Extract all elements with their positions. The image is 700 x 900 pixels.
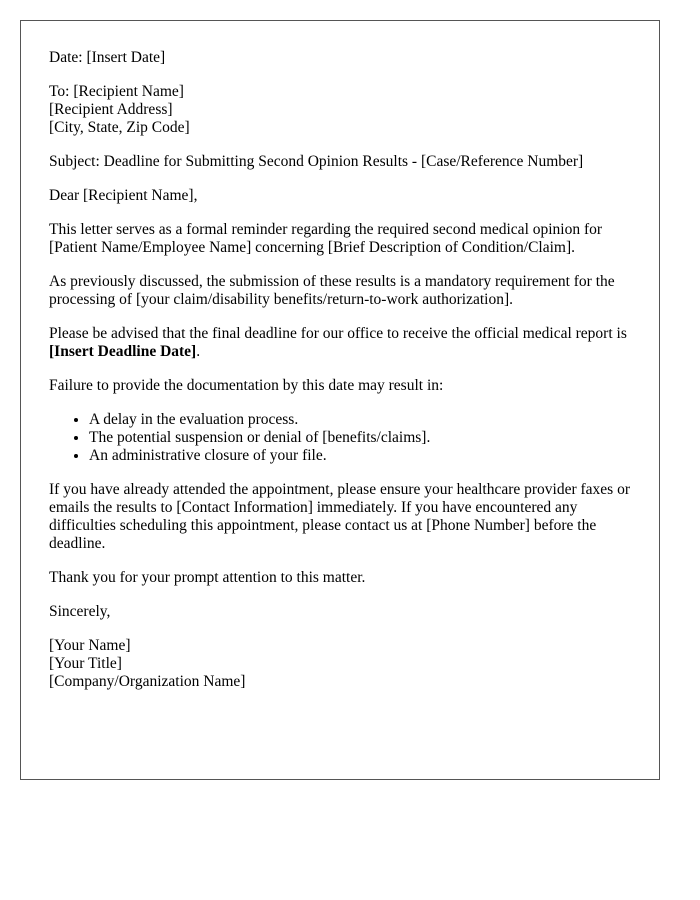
list-item: • A delay in the evaluation process. (89, 411, 639, 429)
thanks-line: Thank you for your prompt attention to this matter. (49, 569, 366, 586)
salutation: Dear [Recipient Name], (49, 187, 198, 204)
recipient-name: To: [Recipient Name] (49, 83, 184, 100)
deadline-paragraph (49, 325, 639, 361)
consequences-intro: Failure to provide the documentation by this date may result in: (49, 377, 444, 394)
deadline-date: [Insert Deadline Date] (49, 343, 197, 360)
list-item: • An administrative closure of your file. (89, 447, 639, 465)
list-item: • The potential suspension or denial of [benefits/claims]. (89, 429, 639, 447)
contact-paragraph: If you have already attended the appointment, please ensure your healthcare provider faxes or emails the results to [Contact Information] immediately. If you have encountered any difficulties scheduling this appointment, please contact us at [Phone Number] before the deadline. (49, 481, 631, 552)
date-line: Date: [Insert Date] (49, 49, 166, 66)
deadline-period: . (196, 343, 201, 360)
consequences-list (49, 411, 639, 465)
closing-line: Sincerely, (49, 603, 111, 620)
signature-title: [Your Title] (49, 655, 122, 672)
signature-name: [Your Name] (49, 637, 131, 654)
intro-paragraph: This letter serves as a formal reminder regarding the required second medical opinion for [Patient Name/Employee Name] concerning [Brief Description of Condition/Claim]. (49, 221, 603, 256)
recipient-address: [Recipient Address] (49, 101, 173, 118)
subject-line: Subject: Deadline for Submitting Second Opinion Results - [Case/Reference Number] (49, 153, 584, 170)
deadline-text: Please be advised that the final deadline for our office to receive the official medical report is (49, 325, 627, 342)
requirement-paragraph: As previously discussed, the submission of these results is a mandatory requirement for the processing of [your claim/disability benefits/return-to-work authorization]. (49, 273, 615, 308)
signature-block (49, 637, 639, 691)
recipient-city: [City, State, Zip Code] (49, 119, 190, 136)
letter-page (20, 20, 660, 780)
signature-company: [Company/Organization Name] (49, 673, 246, 690)
recipient-block (49, 83, 639, 137)
